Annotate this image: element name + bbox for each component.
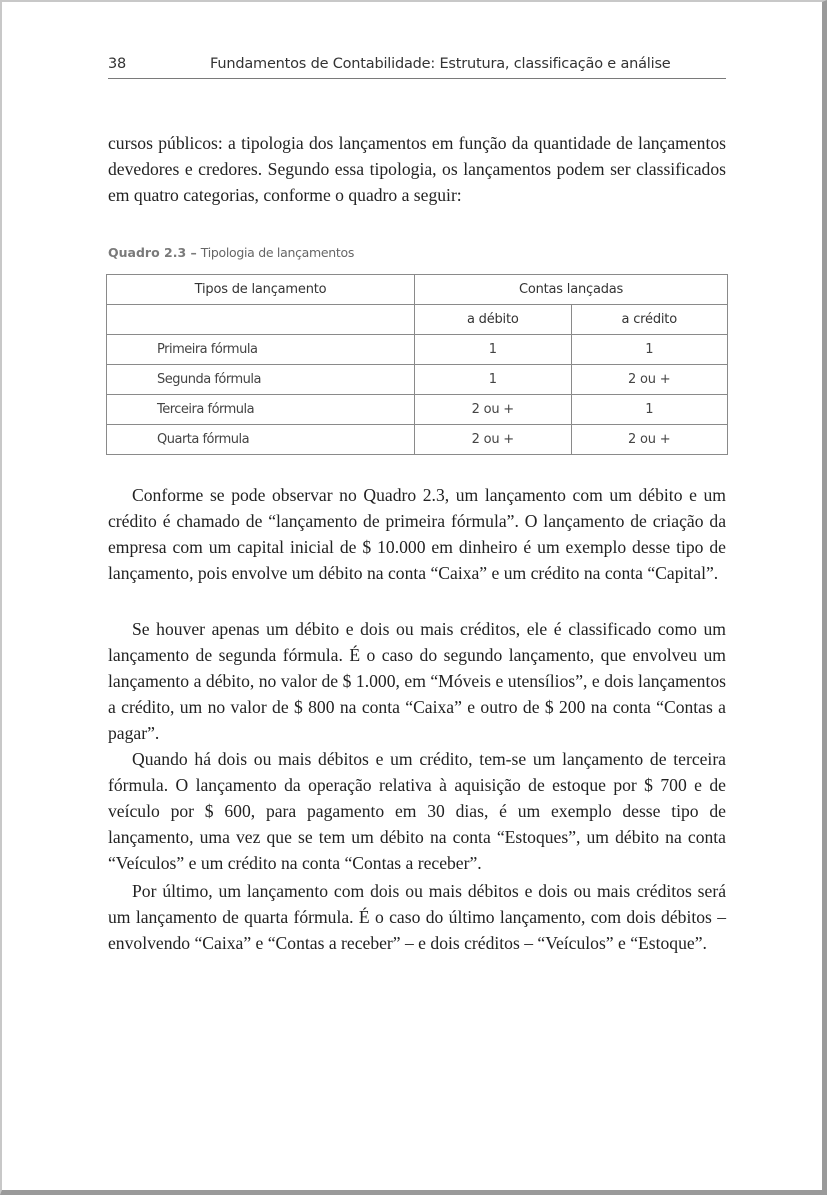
paragraph-primeira-formula: Conforme se pode observar no Quadro 2.3, um lançamento com um débito e um crédito é chamado de “lançamento de primeira fórmula”. O lançamento de criação da empresa com um capital inicial de $ 10.000 em dinheiro é um exemplo desse tipo de lançamento, pois envolve um débito na conta “Caixa” e um crédito na conta “Capital”. xyxy=(108,485,726,583)
row-debit: 1 xyxy=(415,335,571,365)
table-caption xyxy=(108,245,354,260)
header-contas-lancadas: Contas lançadas xyxy=(415,275,728,305)
paragraph-quarta-formula: Por último, um lançamento com dois ou mais débitos e dois ou mais créditos será um lançamento de quarta fórmula. É o caso do último lançamento, com dois débitos – envolvendo “Caixa” e “Contas a receber” – e dois créditos – “Veículos” e “Estoque”. xyxy=(108,881,726,953)
header-tipos: Tipos de lançamento xyxy=(107,275,415,305)
row-credit: 1 xyxy=(571,335,728,365)
header-empty-cell xyxy=(107,305,415,335)
row-type: Primeira fórmula xyxy=(107,335,415,365)
paragraph-segunda-formula: Se houver apenas um débito e dois ou mais créditos, ele é classificado como um lançamento de segunda fórmula. É o caso do segundo lançamento, que envolveu um lançamento a débito, no valor de $ 1.000, em “Móveis e utensílios”, e dois lançamentos a crédito, um no valor de $ 800 na conta “Caixa” e outro de $ 200 na conta “Contas a pagar”. xyxy=(108,619,726,743)
row-debit: 2 ou + xyxy=(415,425,571,455)
table-row xyxy=(107,365,728,395)
row-credit: 2 ou + xyxy=(571,365,728,395)
table-header-row xyxy=(107,275,728,305)
header-credito: a crédito xyxy=(571,305,728,335)
row-credit: 1 xyxy=(571,395,728,425)
running-header xyxy=(108,56,726,79)
row-credit: 2 ou + xyxy=(571,425,728,455)
row-type: Terceira fórmula xyxy=(107,395,415,425)
paragraph-terceira-formula: Quando há dois ou mais débitos e um crédito, tem-se um lançamento de terceira fórmula. O lançamento da operação relativa à aquisição de estoque por $ 700 e de veículo por $ 600, para pagamento em 30 dias, é um exemplo desse tipo de lançamento, uma vez que se tem um débito na conta “Estoques”, um débito na conta “Veículos” e um crédito na conta “Contas a receber”. xyxy=(108,749,726,873)
row-debit: 1 xyxy=(415,365,571,395)
caption-label: Quadro 2.3 – xyxy=(108,245,197,260)
row-type: Segunda fórmula xyxy=(107,365,415,395)
table-subheader-row xyxy=(107,305,728,335)
caption-title: Tipologia de lançamentos xyxy=(200,245,355,260)
table-row xyxy=(107,425,728,455)
book-title: Fundamentos de Contabilidade: Estrutura, classificação e análise xyxy=(210,56,671,72)
row-debit: 2 ou + xyxy=(415,395,571,425)
typology-table xyxy=(106,274,728,455)
page-number: 38 xyxy=(108,56,127,72)
row-type: Quarta fórmula xyxy=(107,425,415,455)
table-row xyxy=(107,395,728,425)
intro-paragraph: cursos públicos: a tipologia dos lançamentos em função da quantidade de lançamentos devedores e credores. Segundo essa tipologia, os lançamentos podem ser classificados em quatro categorias, conforme o quadro a seguir: xyxy=(108,133,726,205)
table-row xyxy=(107,335,728,365)
header-debito: a débito xyxy=(415,305,571,335)
